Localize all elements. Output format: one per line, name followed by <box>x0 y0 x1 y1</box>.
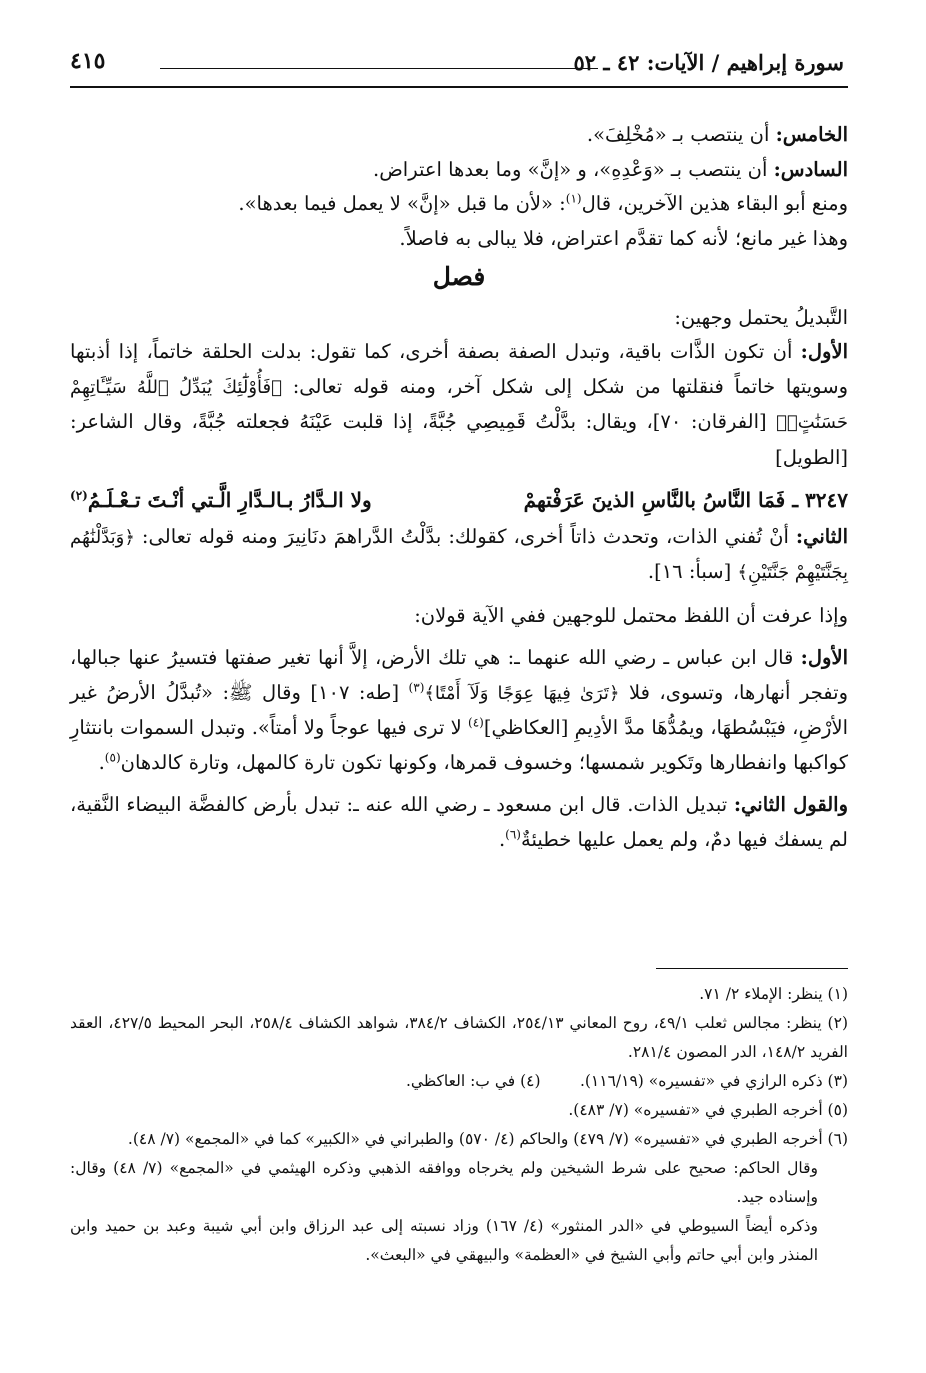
page-number: ٤١٥ <box>70 48 106 74</box>
footnote-separator <box>656 968 848 969</box>
footnote-ref[interactable]: (٢) <box>70 488 88 503</box>
paragraph-first-aspect <box>70 335 848 475</box>
text-segment: قال ابن عباس ـ رضي الله عنهما ـ: هي تلك الأرض، إلاَّ أنها تغير صفتها فتسيرُ عنها جبالها، وتفجر أنهارها، وتسوى، فلا <box>70 646 849 704</box>
footnote-4: (٤) في ب: العاكظي. <box>405 1072 541 1090</box>
text-segment: وهذا غير مانع؛ لأنه كما تقدَّم اعتراض، فلا يبالى به فاصلاً. <box>399 226 848 250</box>
spacer <box>70 591 848 599</box>
footnote-6-continued: وقال الحاكم: صحيح على شرط الشيخين ولم يخرجاه ووافقه الذهبي وذكره الهيثمي في «المجمع» (٧/ ٤٨) وقال: وإسناده جيد. <box>70 1159 818 1206</box>
verse-text: ولا الـدَّارُ بـالـدَّارِ الَّـتي أنْـتَ تـعْـلَـمُ <box>87 488 372 512</box>
header-rule <box>70 86 848 88</box>
footnote-6-continued: وذكره أيضاً السيوطي في «الدر المنثور» (٤/ ١٦٧) وزاد نسبته إلى عبد الرزاق وابن أبي شيبة وعبد بن حميد وابن المنذر وابن أبي حاتم وأبي الشيخ في «العظمة» والبيهقي في «البعث». <box>70 1217 818 1264</box>
paragraph-intro <box>70 301 848 336</box>
text-sixth: أن ينتصب بـ «وَعْدِهِ»، و «إنَّ» وما بعدها اعتراض. <box>373 157 774 181</box>
paragraph-not-preventive <box>70 222 848 257</box>
verse-text: فَمَا النَّاسُ بالنَّاسِ الذينَ عَرَفْتهمْ <box>523 488 786 512</box>
text-segment: أن تكون الذَّات باقية، وتبدل الصفة بصفة أخرى، كما تقول: بدلت الحلقة خاتماً، إذا أذبتها وسويتها خاتماً فنقلتها من شكل إلى شكل آخر، ومنه قوله تعالى: <box>70 340 848 398</box>
label-second-opinion: والقول الثاني: <box>733 793 849 816</box>
text-segment: . <box>498 827 506 851</box>
poetry-verse <box>70 483 848 518</box>
paragraph-abu-albaqa <box>70 187 848 222</box>
text-segment: [طه: ١٠٧] وقال ﷺ: «تُبدَّلُ الأرضُ غير الأرْضِ، فيَبْسُطهَا، ويمُدُّهَا مدَّ الأدِيمِ [العكاظي] <box>70 680 849 739</box>
paragraph-second-opinion <box>70 788 848 857</box>
footnote-1: (١) ينظر: الإملاء ٢/ ٧١. <box>699 985 848 1003</box>
running-header <box>70 44 848 86</box>
verse-hemistich-first <box>524 483 848 518</box>
paragraph-second-aspect <box>70 520 848 591</box>
paragraph-fifth <box>70 118 848 153</box>
paragraph-sixth <box>70 153 848 188</box>
footnote-ref[interactable]: (٣) <box>408 680 425 694</box>
label-sixth: السادس: <box>773 157 848 181</box>
spacer <box>70 780 848 788</box>
page <box>70 0 848 1373</box>
footnotes <box>70 980 848 1270</box>
text-segment: . <box>98 750 105 774</box>
text-segment: التَّبديلُ يحتمل وجهين: <box>674 305 848 329</box>
main-text <box>70 118 848 857</box>
header-title: سورة إبراهيم / الآيات: ٤٢ ـ ٥٢ <box>573 50 844 75</box>
quran-quote: ﴿وَبَدَّلْنَٰهُم بِجَنَّتَيْهِمْ جَنَّتَيْنِ﴾ <box>70 526 848 583</box>
footnote-3-4 <box>70 1067 848 1096</box>
footnote-5: (٥) أخرجه الطبري في «تفسيره» (٧/ ٤٨٣). <box>568 1101 848 1119</box>
footnote-ref[interactable]: (٦) <box>505 827 521 841</box>
section-title: فصل <box>432 262 486 291</box>
footnote-2: (٢) ينظر: مجالس ثعلب ٤٩/١، روح المعاني ٢٥٤/١٣، الكشاف ٣٨٤/٢، شواهد الكشاف ٢٥٨/٤، البحر المحيط ٤٢٧/٥، العقد الفريد ١٤٨/٢، الدر المصون ٢٨١/٤. <box>70 1014 848 1061</box>
header-leader-line <box>160 68 598 69</box>
verse-number: ٣٢٤٧ ـ <box>792 488 848 512</box>
quran-quote: ﴿تَرَىٰ فِيهَا عِوَجًا وَلَآ أَمْتًا﴾ <box>424 682 620 704</box>
label-first: الأول: <box>800 340 848 363</box>
footnote-ref[interactable]: (٥) <box>104 750 121 764</box>
text-segment: ومنع أبو البقاء هذين الآخرين، قال <box>581 192 848 215</box>
text-segment: وإذا عرفت أن اللفظ محتمل للوجهين ففي الآية قولان: <box>414 603 848 627</box>
text-segment: : «لأن ما قبل «إنَّ» لا يعمل فيما بعدها». <box>238 192 566 215</box>
footnote-3: (٣) ذكره الرازي في «تفسيره» (١١٦/١٩). <box>579 1072 848 1090</box>
label-fifth: الخامس: <box>775 123 848 146</box>
label-second: الثاني: <box>795 524 848 548</box>
footnote-6: (٦) أخرجه الطبري في «تفسيره» (٧/ ٤٧٩) والحاكم (٤/ ٥٧٠) والطبراني في «الكبير» كما في «المجمع» (٧/ ٤٨). <box>127 1130 848 1148</box>
paragraph-two-opinions <box>70 599 848 634</box>
text-segment: [الفرقان: ٧٠]، ويقال: بدَّلْتُ قَمِيصِي جُبَّةً، إذا قلبت عَيْنَهُ فجعلته جُبَّةً، وقال الشاعر: [الطويل] <box>70 410 848 469</box>
text-segment: أنْ تُفني الذات، وتحدث ذاتاً أخرى، كقولك: بدَّلْتُ الدَّراهمَ دنَانِيرَ ومنه قوله تعالى: <box>134 524 796 548</box>
label-first-opinion: الأول: <box>800 646 848 669</box>
text-segment: [سبأ: ١٦]. <box>647 560 738 583</box>
footnote-ref[interactable]: (٤) <box>468 715 484 730</box>
quran-quote: ﴿فَأُوْلَٰٓئِكَ يُبَدِّلُ ٱللَّهُ سَيِّـَٔاتِهِمْ حَسَنَٰتٍۗ﴾ <box>70 376 848 433</box>
text-segment: لا ترى فيها عوجاً ولا أمتاً». وتبدل السموات بانتثارِ كواكبها وانفطارها وتَكوير شمسها؛ وخسوف قمرها، وكونها تكون تارة كالمهل، وتارة كالدهان <box>70 716 848 774</box>
footnote-ref[interactable]: (١) <box>565 191 582 206</box>
text-segment: تبديل الذات. قال ابن مسعود ـ رضي الله عنه ـ: تبدل بأرض كالفضَّة البيضاء النَّقية، لم يسفك فيها دمٌ، ولم يعمل عليها خطيئةٌ <box>70 793 848 851</box>
paragraph-first-opinion <box>70 641 848 780</box>
spacer <box>70 633 848 641</box>
text-fifth: أن ينتصب بـ «مُخْلِفَ». <box>586 123 776 146</box>
verse-hemistich-second <box>70 483 372 518</box>
